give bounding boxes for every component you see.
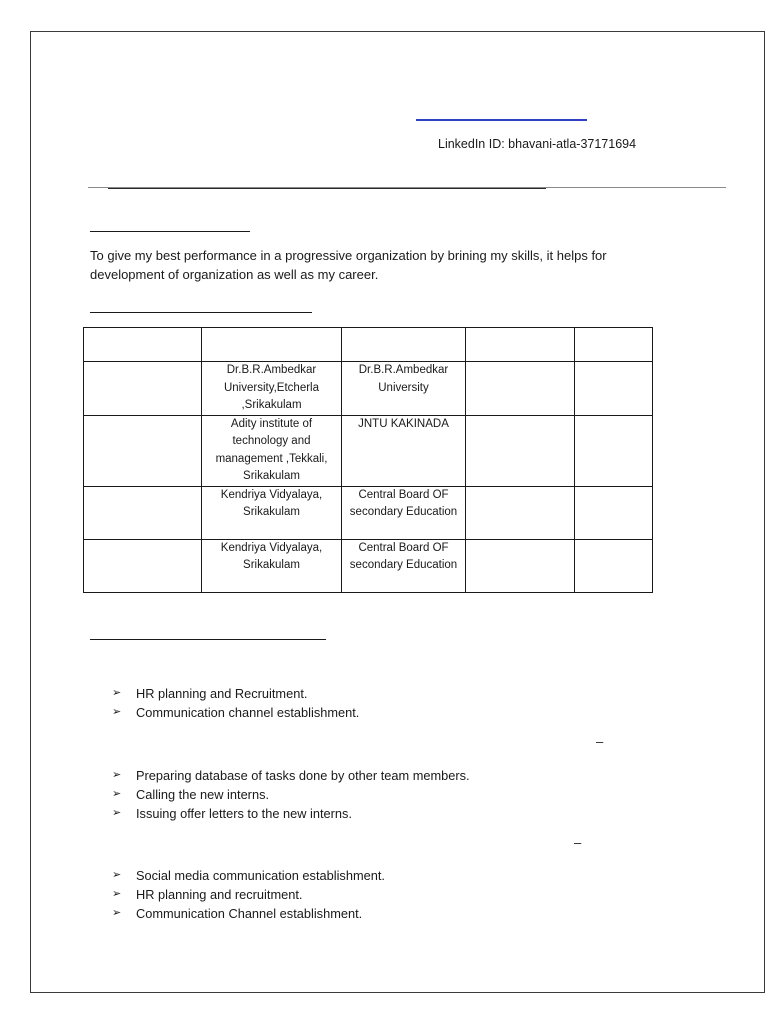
arrow-bullet-icon: ➢ — [112, 807, 122, 819]
institution-cell: Kendriya Vidyalaya, Srikakulam — [202, 486, 342, 539]
table-row — [84, 486, 653, 539]
table-header-cell — [84, 328, 202, 362]
dash-separator: – — [596, 734, 604, 749]
header-divider-dark — [108, 188, 546, 189]
table-row — [84, 362, 653, 416]
arrow-bullet-icon: ➢ — [112, 788, 122, 800]
table-cell — [466, 415, 575, 486]
list-item: ➢ Calling the new interns. — [112, 787, 270, 802]
dash-separator: – — [574, 835, 582, 850]
board-cell: Central Board OF secondary Education — [342, 539, 466, 592]
list-item: ➢ Issuing offer letters to the new interns. — [112, 806, 353, 821]
experience-list-1 — [112, 684, 359, 722]
table-cell — [575, 539, 653, 592]
arrow-bullet-icon: ➢ — [112, 888, 122, 900]
table-header-cell — [342, 328, 466, 362]
table-header-cell — [575, 328, 653, 362]
table-cell — [84, 362, 202, 416]
table-header-cell — [202, 328, 342, 362]
list-item: ➢ HR planning and Recruitment. — [112, 686, 308, 701]
objective-text: To give my best performance in a progressive organization by brining my skills, it helps for development of organization as well as my career. — [90, 248, 607, 282]
table-cell — [466, 486, 575, 539]
institution-cell: Dr.B.R.Ambedkar University,Etcherla ,Srikakulam — [202, 362, 342, 416]
list-item: ➢ Communication channel establishment. — [112, 705, 360, 720]
table-cell — [466, 362, 575, 416]
table-cell — [84, 486, 202, 539]
education-heading-underline — [90, 312, 312, 313]
table-row — [84, 539, 653, 592]
arrow-bullet-icon: ➢ — [112, 869, 122, 881]
linkedin-id: LinkedIn ID: bhavani-atla-37171694 — [438, 137, 637, 151]
table-row — [84, 415, 653, 486]
table-header-cell — [466, 328, 575, 362]
table-cell — [575, 362, 653, 416]
table-cell — [84, 539, 202, 592]
table-cell — [84, 415, 202, 486]
table-cell — [466, 539, 575, 592]
arrow-bullet-icon: ➢ — [112, 769, 122, 781]
institution-cell: Adity institute of technology and management ,Tekkali, Srikakulam — [202, 415, 342, 486]
education-table — [83, 327, 653, 593]
board-cell: Central Board OF secondary Education — [342, 486, 466, 539]
arrow-bullet-icon: ➢ — [112, 907, 122, 919]
experience-list-2 — [112, 766, 470, 823]
email-link-underline[interactable] — [416, 119, 587, 121]
list-item: ➢ HR planning and recruitment. — [112, 887, 303, 902]
experience-list-3 — [112, 866, 385, 923]
table-header-row — [84, 328, 653, 362]
institution-cell: Kendriya Vidyalaya, Srikakulam — [202, 539, 342, 592]
table-cell — [575, 486, 653, 539]
board-cell: Dr.B.R.Ambedkar University — [342, 362, 466, 416]
arrow-bullet-icon: ➢ — [112, 687, 122, 699]
list-item: ➢ Communication Channel establishment. — [112, 906, 363, 921]
objective-heading-underline — [90, 231, 250, 232]
board-cell: JNTU KAKINADA — [342, 415, 466, 486]
experience-heading-underline — [90, 639, 326, 640]
list-item: ➢ Preparing database of tasks done by other team members. — [112, 768, 470, 783]
arrow-bullet-icon: ➢ — [112, 706, 122, 718]
list-item: ➢ Social media communication establishment. — [112, 868, 385, 883]
table-cell — [575, 415, 653, 486]
